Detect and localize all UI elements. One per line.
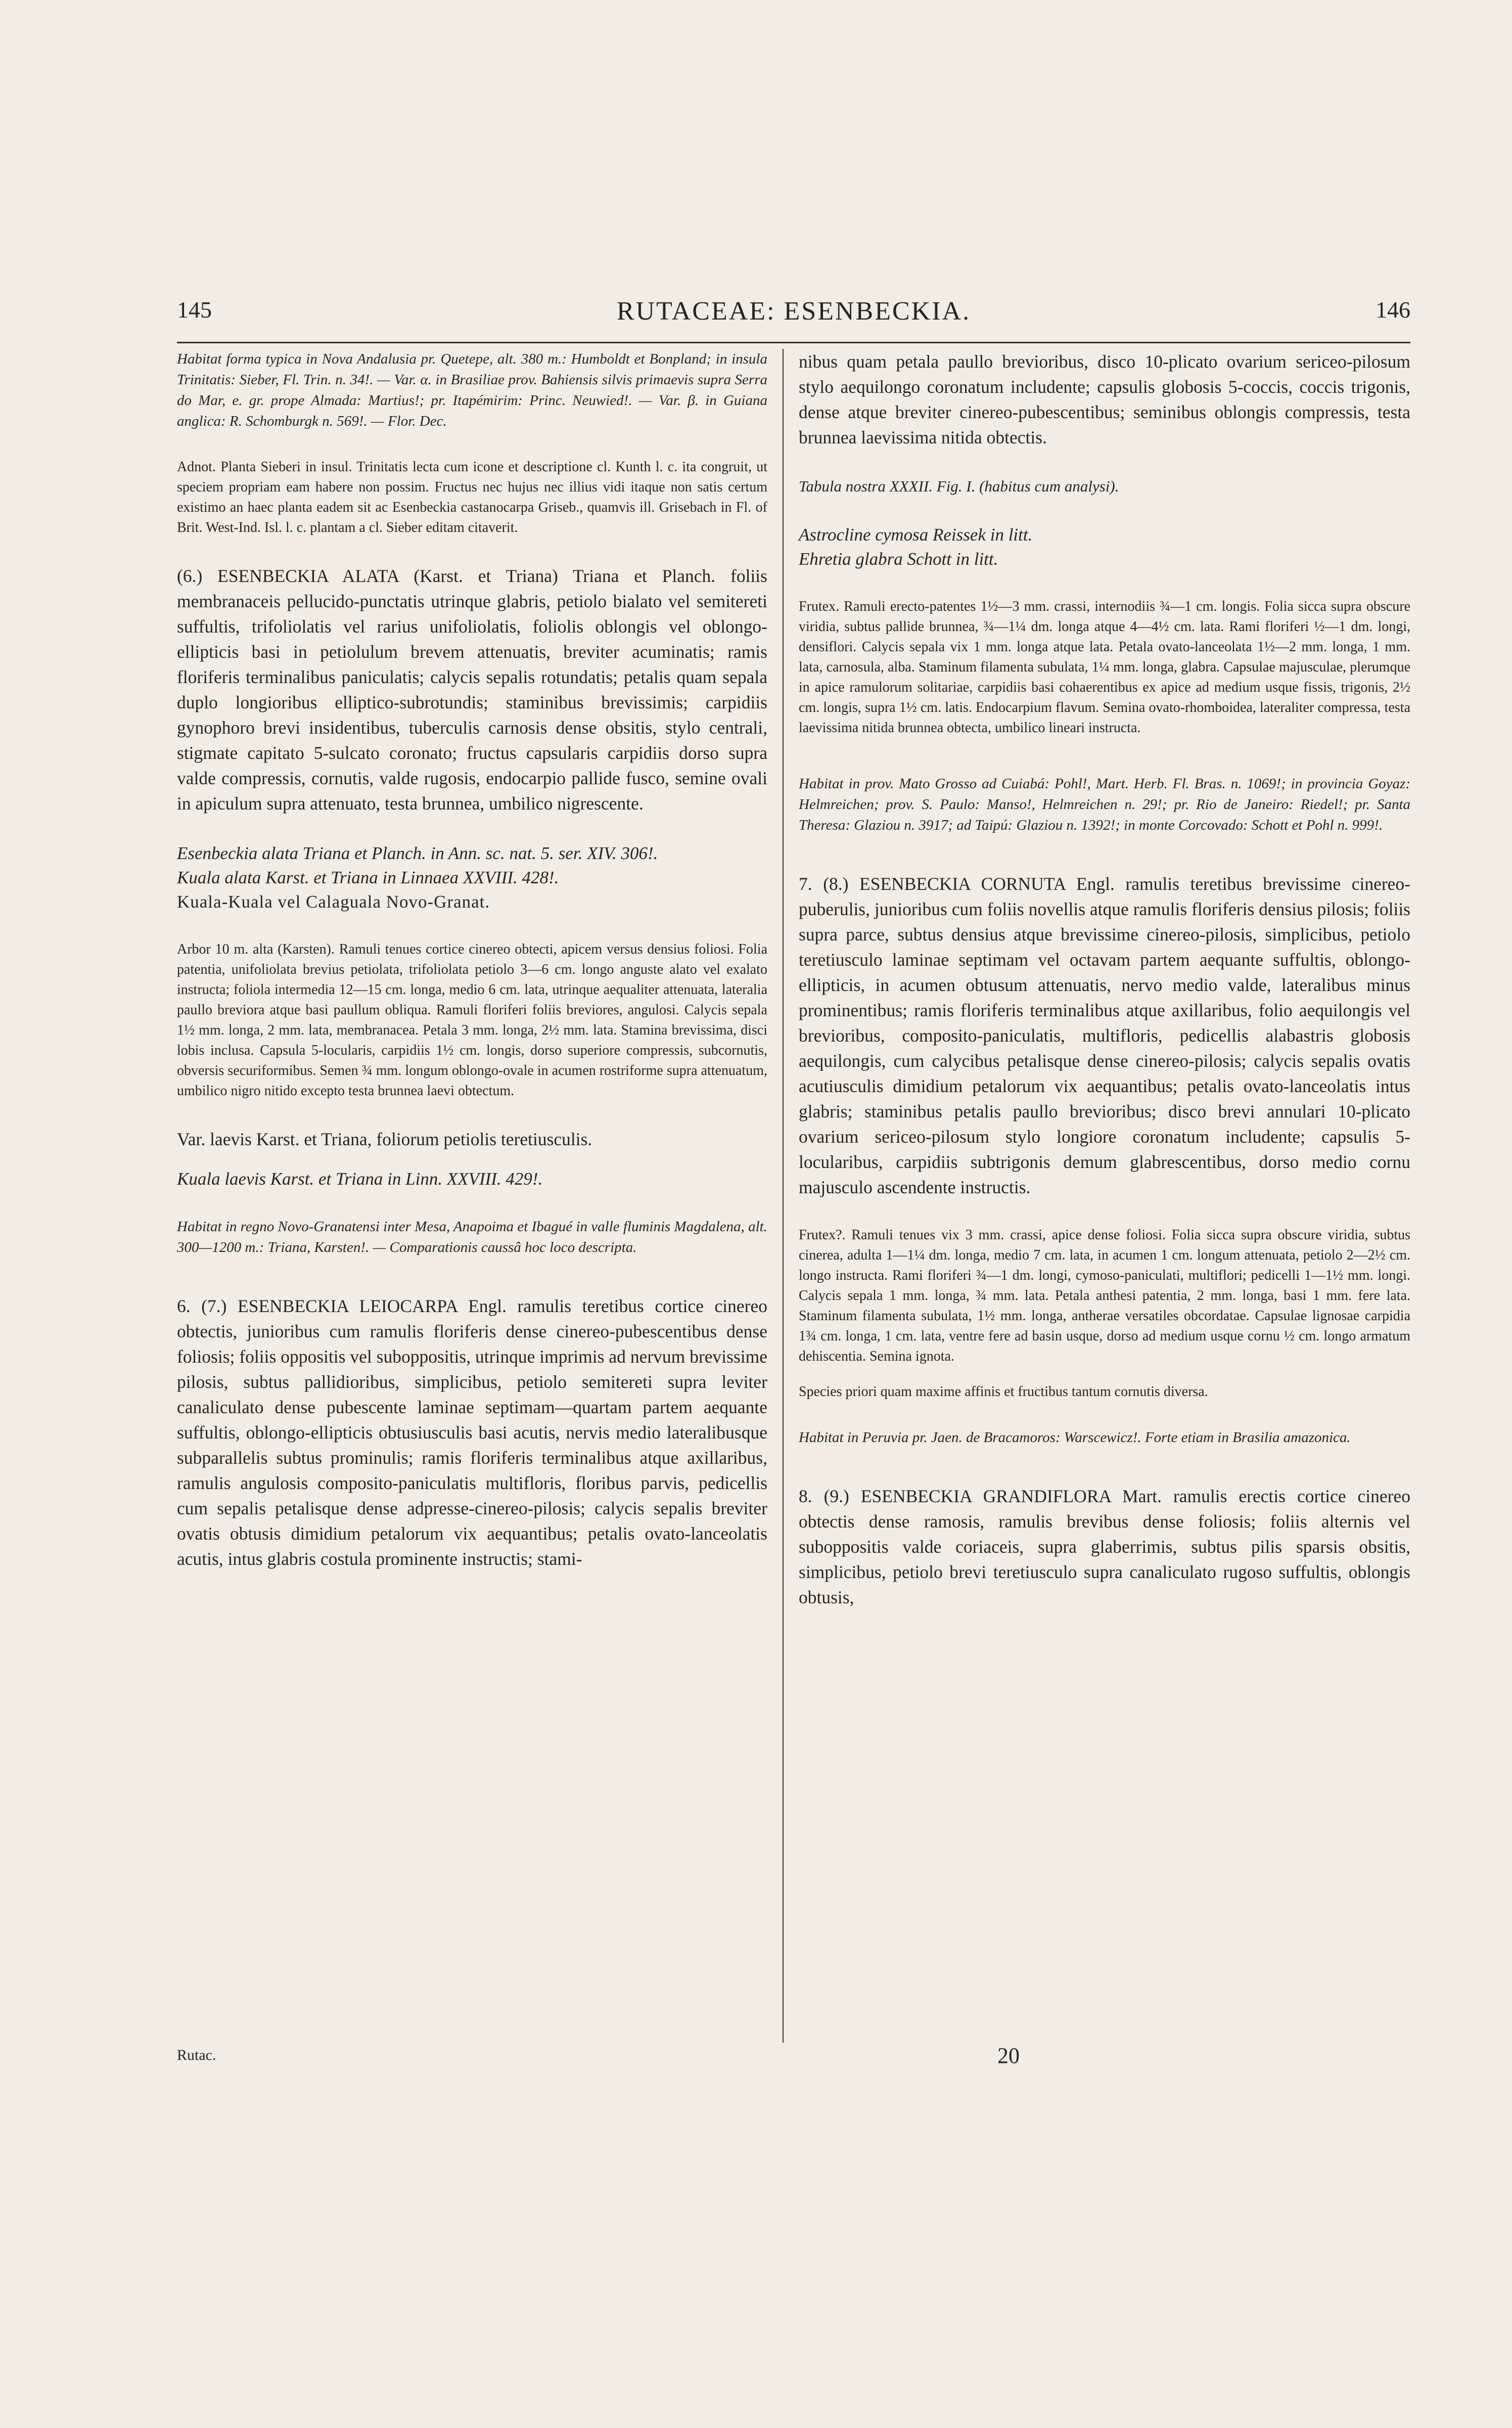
morphology-paragraph: Frutex?. Ramuli tenues vix 3 mm. crassi, apice dense foliosi. Folia sicca supra obscure viridia, subtus cinerea, adulta 1—1¼ dm. longa, medio 7 cm. lata, in acumen 1 cm. longum attenuata, petiolo 2—2½ cm. longo instructa. Rami floriferi ¾—1 dm. longi, cymoso-paniculati, multiflori; pedicelli 1—1½ mm. longi. Calycis sepala 1 mm. longa, ¾ mm. lata. Petala anthesi patentia, 2 mm. longa, basi 1 mm. fere lata. Staminum filamenta subulata, 1½ mm. longa, antherae versatiles obcordatae. Capsulae lignosae carpidia 1¾ cm. longa, 1 cm. lata, ventre fere ad basin usque, dorso ad medium usque cornu ½ cm. longo armatum dehiscentia. Semina ignota. [799, 1227, 1410, 1364]
species-description-grandiflora: 8. (9.) ESENBECKIA GRANDIFLORA Mart. ramulis erectis cortice cinereo obtectis dense ramosis, ramulis brevibus dense foliosis; foliis alternis vel suboppositis valde coriaceis, supra glaberrimis, subtus pilis sparsis obsitis, simplicibus, petiolo brevi teretiusculo supra canaliculato rugoso suffultis, oblongis obtusis, [799, 1486, 1410, 1607]
column-divider [783, 349, 784, 2043]
habitat-paragraph: Habitat in prov. Mato Grosso ad Cuiabá: Pohl!, Mart. Herb. Fl. Bras. n. 1069!; in provincia Goyaz: Helmreichen; prov. S. Paulo: Manso!, Helmreichen n. 29!; pr. Rio de Janeiro: Riedel!; pr. Santa Theresa: Glaziou n. 3917; ad Taipú: Glaziou n. 1392!; in monte Corcovado: Schott et Pohl n. 999!. [799, 776, 1410, 833]
page-footer [177, 2043, 1410, 2077]
adnotation-paragraph: Adnot. Planta Sieberi in insul. Trinitatis lecta cum icone et descriptione cl. Kunth l. c. ita congruit, ut speciem propriam eam habere non possim. Fructus nec hujus nec illius vidi itaque non satis certum existimo an haec planta eadem sit ac Esenbeckia castanocarpa Griseb., quamvis ill. Grisebach in Fl. of Brit. West-Ind. Isl. l. c. plantam a cl. Sieber editam citaverit. [177, 459, 767, 535]
variety-line: Var. laevis Karst. et Triana, foliorum petiolis teretiusculis. [177, 1129, 592, 1149]
signature-label: Rutac. [177, 2047, 216, 2063]
morphology-paragraph: Frutex. Ramuli erecto-patentes 1½—3 mm. crassi, internodiis ¾—1 cm. longis. Folia sicca supra obscure viridia, subtus pallide brunnea, ¾—1¼ dm. longa atque 4—4½ cm. lata. Rami floriferi ½—1 dm. longi, densiflori. Calycis sepala vix 1 mm. longa atque lata. Petala ovato-lanceolata 1½—2 mm. longa, 1 mm. lata, carnosula, alba. Staminum filamenta subulata, 1¼ mm. longa, glabra. Capsulae majusculae, plerumque in apice ramulorum solitariae, carpidiis basi cohaerentibus ex apice ad medium usque fissis, trigonis, 2½ cm. longis, supra 1½ cm. latis. Endocarpium flavum. Semina ovato-rhomboidea, lateraliter compressa, testa laevissima nitida brunnea obtecta, umbilico lineari instructa. [799, 599, 1410, 736]
habitat-paragraph: Habitat in Peruvia pr. Jaen. de Bracamoros: Warscewicz!. Forte etiam in Brasilia amazonica. [799, 1429, 1351, 1446]
species-description-cornuta: 7. (8.) ESENBECKIA CORNUTA Engl. ramulis teretibus brevissime cinereo-puberulis, junioribus cum foliis novellis atque ramulis floriferis densius pilosis; foliis supra parce, subtus densius atque brevissime cinereo-pilosis, simplicibus, petiolo teretiusculo laminae septimam vel octavam partem aequante suffultis, oblongo-ellipticis, in acumen obtusum attenuatis, nervo medio valde, lateralibus minus prominentibus; ramis floriferis terminalibus atque axillaribus, folio aequilongis vel brevioribus, composito-paniculatis, multifloris, pedicellis alabastris globosis aequilongis, cum calycibus petalisque dense cinereo-pilosis; calycis sepalis ovatis acutiusculis dimidium petalorum vix aequantibus; petalis ovato-lanceolatis intus glabris; staminibus petalis paullo brevioribus; disco brevi annulari 10-plicato ovarium sericeo-pilosum stylo longiore coronatum includente; capsulis 5-locularibus, carpidiis subtrigonis demum glabrescentibus, dorso medio cornu majusculo ascendente instructis. [799, 874, 1410, 1197]
running-header [177, 296, 1410, 329]
synonym-line: Kuala alata Karst. et Triana in Linnaea XXVIII. 428!. [177, 868, 559, 887]
left-column [177, 349, 767, 1571]
plate-reference: Tabula nostra XXXII. Fig. I. (habitus cum analysi). [799, 477, 1119, 495]
header-rule [177, 342, 1410, 343]
page-number-left: 145 [177, 297, 212, 323]
right-column [799, 349, 1410, 1610]
vernacular-name-line: Kuala-Kuala vel Calaguala Novo-Granat. [177, 892, 490, 912]
running-title: RUTACEAE: ESENBECKIA. [616, 297, 971, 326]
affinity-note: Species priori quam maxime affinis et fructibus tantum cornutis diversa. [799, 1384, 1208, 1400]
habitat-paragraph: Habitat forma typica in Nova Andalusia pr. Quetepe, alt. 380 m.: Humboldt et Bonpland; in insula Trinitatis: Sieber, Fl. Trin. n. 34!. — Var. α. in Brasiliae prov. Bahiensis silvis primaevis supra Serra do Mar, e. gr. prope Almada: Martius!; pr. Itapémirim: Princ. Neuwied!. — Var. β. in Guiana anglica: R. Schomburgk n. 569!. — Flor. Dec. [177, 351, 767, 429]
synonym-line: Kuala laevis Karst. et Triana in Linn. XXVIII. 429!. [177, 1169, 543, 1189]
species-description-continued: nibus quam petala paullo brevioribus, disco 10-plicato ovarium sericeo-pilosum stylo aequilongo coronatum includente; capsulis globosis 5-coccis, coccis trigonis, dense atque breviter cinereo-pubescentibus; seminibus oblongis compressis, testa brunnea laevissima nitida obtectis. [799, 351, 1410, 447]
synonym-line: Astrocline cymosa Reissek in litt. [799, 525, 1033, 545]
species-description-alata: (6.) ESENBECKIA ALATA (Karst. et Triana) Triana et Planch. foliis membranaceis pellucido-punctatis utrinque glabris, petiolo bialato vel semitereti suffultis, trifoliolatis vel rarius unifoliolatis, foliolis oblongis vel oblongo-ellipticis basi in petiolulum brevem attenuatis, breviter acuminatis; ramis floriferis terminalibus paniculatis; calycis sepalis rotundatis; petalis quam sepala duplo longioribus elliptico-subrotundis; staminibus brevissimis; carpidiis gynophoro brevi insidentibus, tuberculis carnosis dense obsitis, stylo centrali, stigmate capitato 5-sulcato coronato; fructus capsularis carpidiis dorso supra valde compressis, cornutis, valde rugosis, endocarpio pallide fusco, semine ovali in apiculum supra attenuato, testa brunnea, umbilico nigrescente. [177, 566, 767, 814]
habitat-paragraph: Habitat in regno Novo-Granatensi inter Mesa, Anapoima et Ibagué in valle fluminis Magdalena, alt. 300—1200 m.: Triana, Karsten!. — Comparationis caussâ hoc loco descripta. [177, 1219, 767, 1255]
synonym-line: Ehretia glabra Schott in litt. [799, 549, 998, 569]
signature-number: 20 [997, 2043, 1020, 2068]
species-description-leiocarpa: 6. (7.) ESENBECKIA LEIOCARPA Engl. ramulis teretibus cortice cinereo obtectis, junioribus cum ramulis floriferis dense cinereo-pubescentibus dense foliosis; foliis oppositis vel suboppositis, utrinque imprimis ad nervum brevissime pilosis, subtus pallidioribus, simplicibus, petiolo semitereti supra leviter canaliculato dense pubescente laminae septimam—quartam partem aequante suffultis, oblongo-ellipticis obtusiusculis basi acutis, nervis medio lateralibusque subparallelis subtus prominulis; ramis floriferis terminalibus atque axillaribus, ramulis angulosis composito-paniculatis multifloris, floribus parvis, pedicellis cum sepalis petalisque dense adpresse-cinereo-pilosis; calycis sepalis breviter ovatis obtusis dimidium petalorum vix aequantibus; petalis ovato-lanceolatis acutis, intus glabris costula prominente instructis; stami- [177, 1296, 767, 1569]
page-number-right: 146 [1376, 297, 1410, 323]
synonym-line: Esenbeckia alata Triana et Planch. in Ann. sc. nat. 5. ser. XIV. 306!. [177, 843, 658, 863]
morphology-paragraph: Arbor 10 m. alta (Karsten). Ramuli tenues cortice cinereo obtecti, apicem versus densius foliosi. Folia patentia, unifoliolata brevius petiolata, trifoliolata petiolo 3—6 cm. longo anguste alato vel exalato instructa; foliola intermedia 12—15 cm. longa, medio 6 cm. lata, utrinque aequaliter attenuata, lateralia paullo breviora atque basi paullum obliqua. Ramuli floriferi foliis breviores, angulosi. Calycis sepala 1½ mm. longa, 2 mm. lata, membranacea. Petala 3 mm. longa, 2½ mm. lata. Stamina brevissima, disci lobis inclusa. Capsula 5-locularis, carpidiis 1½ cm. longis, dorso superiore compressis, subcornutis, obversis securiformibus. Semen ¾ mm. longum oblongo-ovale in acumen rostriforme supra attenuatum, umbilico nigro nitido excepto testa brunnea laevi obtectum. [177, 941, 767, 1099]
